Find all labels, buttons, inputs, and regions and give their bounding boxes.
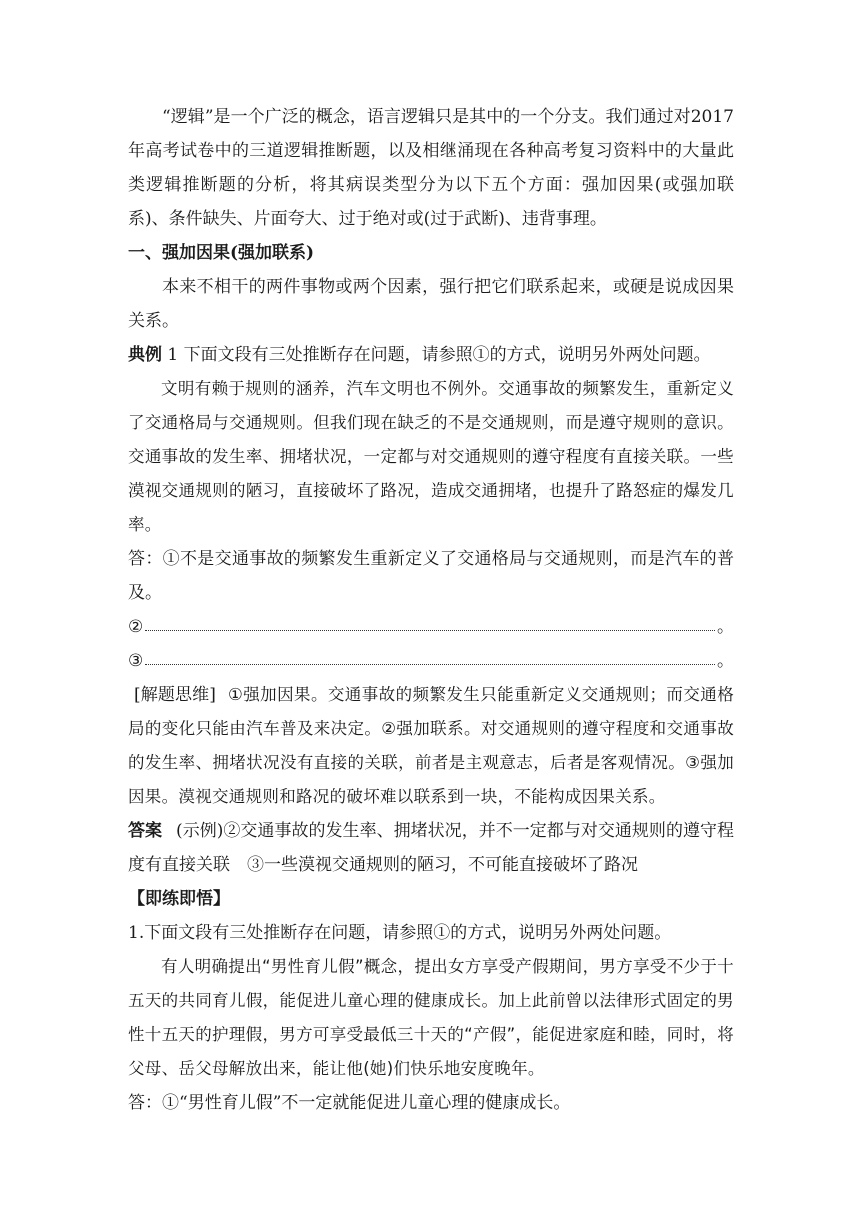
answer-blank-3[interactable]: [128, 644, 734, 678]
example-passage: 文明有赖于规则的涵养，汽车文明也不例外。交通事故的频繁发生，重新定义了交通格局与交通规则。但我们现在缺乏的不是交通规则，而是遵守规则的意识。交通事故的发生率、拥堵状况，一定都与对交通规则的遵守程度有直接关联。一些漠视交通规则的陋习，直接破坏了路况，造成交通拥堵，也提升了路怒症的爆发几率。: [128, 379, 734, 534]
blank-2-end: 。: [717, 617, 734, 637]
answer-key-paragraph: [128, 814, 734, 882]
answer-key-text: (示例)②交通事故的发生率、拥堵状况，并不一定都与对交通规则的遵守程度有直接关联 ③一些漠视交通规则的陋习，不可能直接破坏了路况: [128, 821, 735, 875]
example-number: 1: [167, 345, 179, 365]
answer-key-label: 答案: [128, 821, 163, 841]
analysis-text: ①强加因果。交通事故的频繁发生只能重新定义交通规则；而交通格局的变化只能由汽车普及来决定。②强加联系。对交通规则的遵守程度和交通事故的发生率、拥堵状况没有直接的关联，前者是主观意志，后者是客观情况。③强加因果。漠视交通规则和路况的破坏难以联系到一块，不能构成因果关系。: [128, 685, 735, 806]
practice-answer-1: 答：①“男性育儿假”不一定就能促进儿童心理的健康成长。: [128, 1093, 571, 1113]
example-label: 典例: [128, 345, 162, 365]
example-question-text: 下面文段有三处推断存在问题，请参照①的方式，说明另外两处问题。: [183, 345, 711, 365]
practice-heading: 【即练即悟】: [128, 889, 230, 909]
example-question: [128, 338, 734, 372]
example-answer-1: 答：①不是交通事故的频繁发生重新定义了交通格局与交通规则，而是汽车的普及。: [128, 549, 734, 603]
answer-blank-2[interactable]: [128, 610, 734, 644]
practice-question: 1.下面文段有三处推断存在问题，请参照①的方式，说明另外两处问题。: [128, 923, 672, 943]
blank-3-marker: ③: [128, 651, 144, 671]
analysis-paragraph: [128, 678, 734, 814]
blank-2-dotted-line: [145, 630, 715, 631]
analysis-label: [解题思维]: [134, 685, 216, 705]
blank-3-end: 。: [717, 651, 734, 671]
section-heading: 一、强加因果(强加联系): [128, 243, 315, 263]
blank-2-marker: ②: [128, 617, 144, 637]
practice-passage: 有人明确提出“男性育儿假”概念，提出女方享受产假期间，男方享受不少于十五天的共同育儿假，能促进儿童心理的健康成长。加上此前曾以法律形式固定的男性十五天的护理假，男方可享受最低三十天的“产假”，能促进家庭和睦，同时，将父母、岳父母解放出来，能让他(她)们快乐地安度晚年。: [128, 957, 734, 1078]
section-description: 本来不相干的两件事物或两个因素，强行把它们联系起来，或硬是说成因果关系。: [128, 277, 734, 331]
blank-3-dotted-line: [145, 664, 715, 665]
intro-paragraph: “逻辑”是一个广泛的概念，语言逻辑只是其中的一个分支。我们通过对2017年高考试卷中的三道逻辑推断题，以及相继涌现在各种高考复习资料中的大量此类逻辑推断题的分析，将其病误类型分为以下五个方面：强加因果(或强加联系)、条件缺失、片面夸大、过于绝对或(过于武断)、违背事理。: [128, 107, 734, 229]
